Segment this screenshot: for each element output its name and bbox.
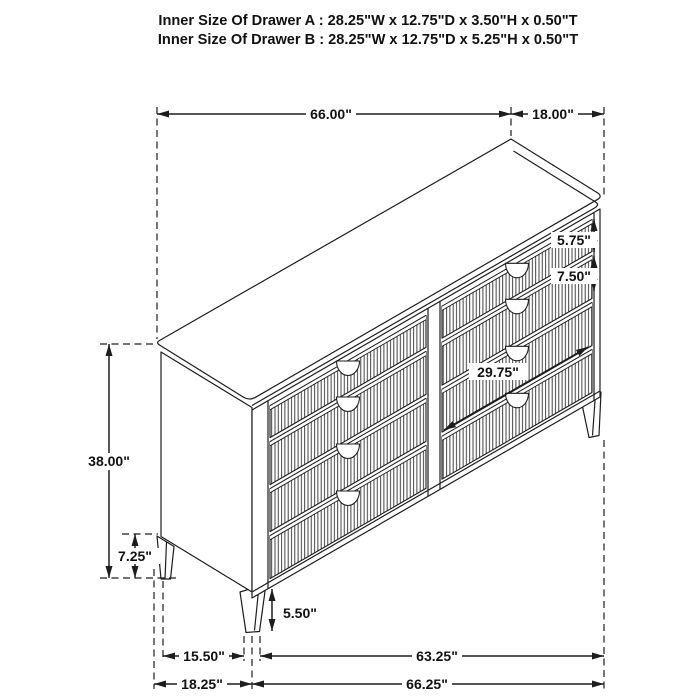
dimension-label-floor-depth-span: 18.25" [181, 676, 223, 692]
dimension-label-side-leg-height: 7.25" [118, 548, 152, 564]
dimension-label-front-leg-height: 5.50" [283, 605, 317, 621]
dimension-label-drawer-a-height: 5.75" [557, 232, 591, 248]
dimension-label-floor-width-span: 66.25" [406, 676, 448, 692]
dimension-label-floor-gap: 15.50" [183, 648, 225, 664]
dimension-label-overall-width: 66.00" [310, 106, 352, 122]
title-line-2: Inner Size Of Drawer B : 28.25"W x 12.75"D x 5.25"H x 0.50"T [157, 32, 579, 48]
diagram-title [158, 13, 578, 48]
dimension-label-floor-front-span: 63.25" [416, 648, 458, 664]
dimension-label-overall-height: 38.00" [88, 453, 130, 469]
dresser-drawing [157, 139, 601, 633]
dimension-label-overall-depth: 18.00" [532, 106, 574, 122]
title-line-1: Inner Size Of Drawer A : 28.25"W x 12.75"D x 3.50"H x 0.50"T [158, 13, 578, 29]
dimension-label-drawer-b-height: 7.50" [557, 268, 591, 284]
dimension-label-drawer-width: 29.75" [477, 364, 519, 380]
